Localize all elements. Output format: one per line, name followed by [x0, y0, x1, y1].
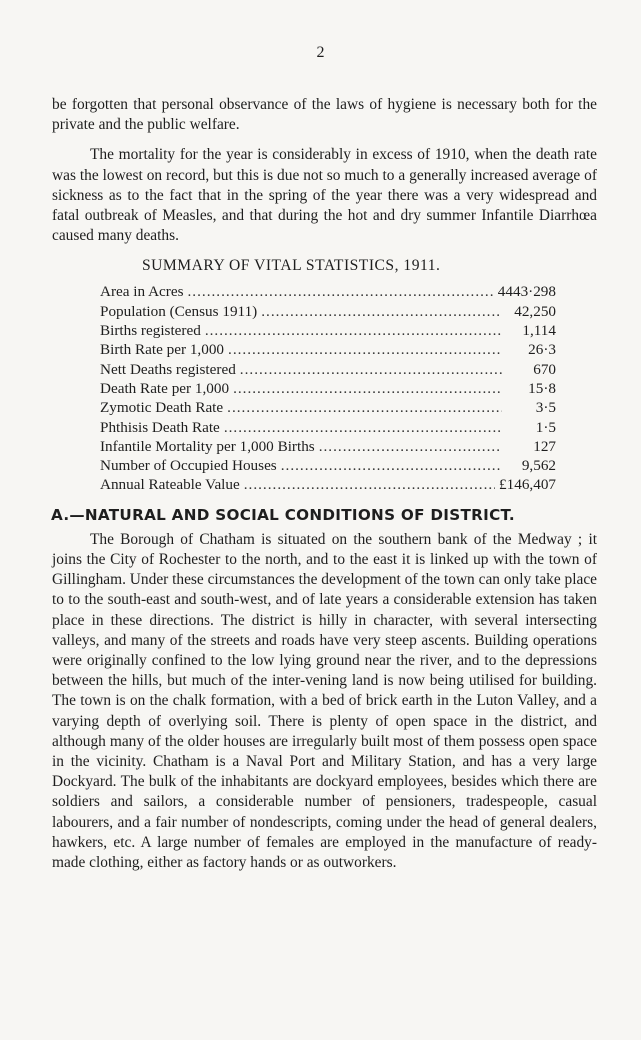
stat-label: Zymotic Death Rate	[100, 399, 224, 417]
dot-leader	[319, 437, 502, 456]
paragraph-borough: The Borough of Chatham is situated on the southern bank of the Medway ; it joins the City of Rochester to the north, and to the east it is linked up with the town of Gillingham. Under these circumstances the development of the town can only take place to to the south-east and south-west, and of late years a considerable extension has taken place in these directions. The district is hilly in character, with several intersecting valleys, and many of the streets and roads have very steep ascents. Building operations were originally confined to the low lying ground near the river, and to the depressions between the hills, but much of the inter-vening land is now being utilised for building. The town is on the chalk formation, with a bed of brick earth in the Luton Valley, and a varying depth of overlying soil. There is plenty of open space in the district, and although many of the older houses are irregularly built most of them possess open space in the vicinity. Chatham is a Naval Port and Military Station, and has a very large Dockyard. The bulk of the inhabitants are dockyard employees, besides which there are soldiers and sailors, a considerable number of pensioners, tradespeople, casual labourers, and a fair number of nondescripts, coming under the head of general dealers, hawkers, etc. A large number of females are employed in the manufacture of ready-made clothing, either as factory hands or as outworkers.	[52, 530, 597, 871]
dot-leader	[240, 360, 502, 379]
dot-leader	[227, 398, 502, 417]
stat-row	[100, 282, 556, 301]
dot-leader	[205, 321, 502, 340]
stat-label: Nett Deaths registered	[100, 360, 236, 378]
stat-row	[100, 437, 556, 456]
stat-value: 4443·298	[497, 283, 556, 301]
stat-value: 3·5	[535, 399, 556, 417]
dot-leader	[281, 456, 502, 475]
stat-value: 42,250	[514, 302, 556, 320]
stat-row	[100, 418, 556, 437]
dot-leader	[261, 302, 502, 321]
stat-label: Infantile Mortality per 1,000 Births	[100, 437, 315, 455]
stat-label: Annual Rateable Value	[100, 476, 240, 494]
paragraph-mortality: The mortality for the year is considerably in excess of 1910, when the death rate was the lowest on record, but this is due not so much to a generally increased average of sickness as to the fact that in the spring of the year there was a very widespread and fatal outbreak of Measles, and that during the hot and dry summer Infantile Diarrhœa caused many deaths.	[52, 146, 597, 245]
stat-value: 1,114	[522, 322, 556, 340]
stat-label: Population (Census 1911)	[100, 302, 258, 320]
section-heading: A.—NATURAL AND SOCIAL CONDITIONS OF DISTRICT.	[51, 505, 515, 524]
dot-leader	[228, 340, 502, 359]
stat-row	[100, 340, 556, 359]
stat-row	[100, 321, 556, 340]
stat-value: £146,407	[499, 476, 556, 494]
stat-value: 1·5	[535, 418, 556, 436]
dot-leader	[244, 475, 495, 494]
page-number: 2	[316, 44, 325, 61]
vital-statistics-table	[100, 282, 556, 494]
stat-row	[100, 398, 556, 417]
stat-label: Birth Rate per 1,000	[100, 341, 225, 359]
dot-leader	[188, 282, 494, 301]
stat-row	[100, 379, 556, 398]
stat-label: Death Rate per 1,000	[100, 379, 230, 397]
summary-title: SUMMARY OF VITAL STATISTICS, 1911.	[142, 257, 441, 275]
stat-row	[100, 456, 556, 475]
dot-leader	[233, 379, 502, 398]
stat-label: Number of Occupied Houses	[100, 457, 277, 475]
stat-row	[100, 360, 556, 379]
stat-value: 9,562	[521, 457, 556, 475]
stat-label: Area in Acres	[100, 283, 184, 301]
dot-leader	[224, 418, 502, 437]
stat-value: 15·8	[528, 379, 556, 397]
stat-label: Births registered	[100, 322, 201, 340]
stat-value: 127	[533, 437, 556, 455]
stat-value: 670	[533, 360, 556, 378]
stat-row	[100, 475, 556, 494]
stat-row	[100, 302, 556, 321]
page-body	[52, 95, 597, 873]
stat-label: Phthisis Death Rate	[100, 418, 220, 436]
paragraph-continuation: be forgotten that personal observance of the laws of hygiene is necessary both for the private and the public welfare.	[52, 96, 597, 134]
stat-value: 26·3	[528, 341, 556, 359]
